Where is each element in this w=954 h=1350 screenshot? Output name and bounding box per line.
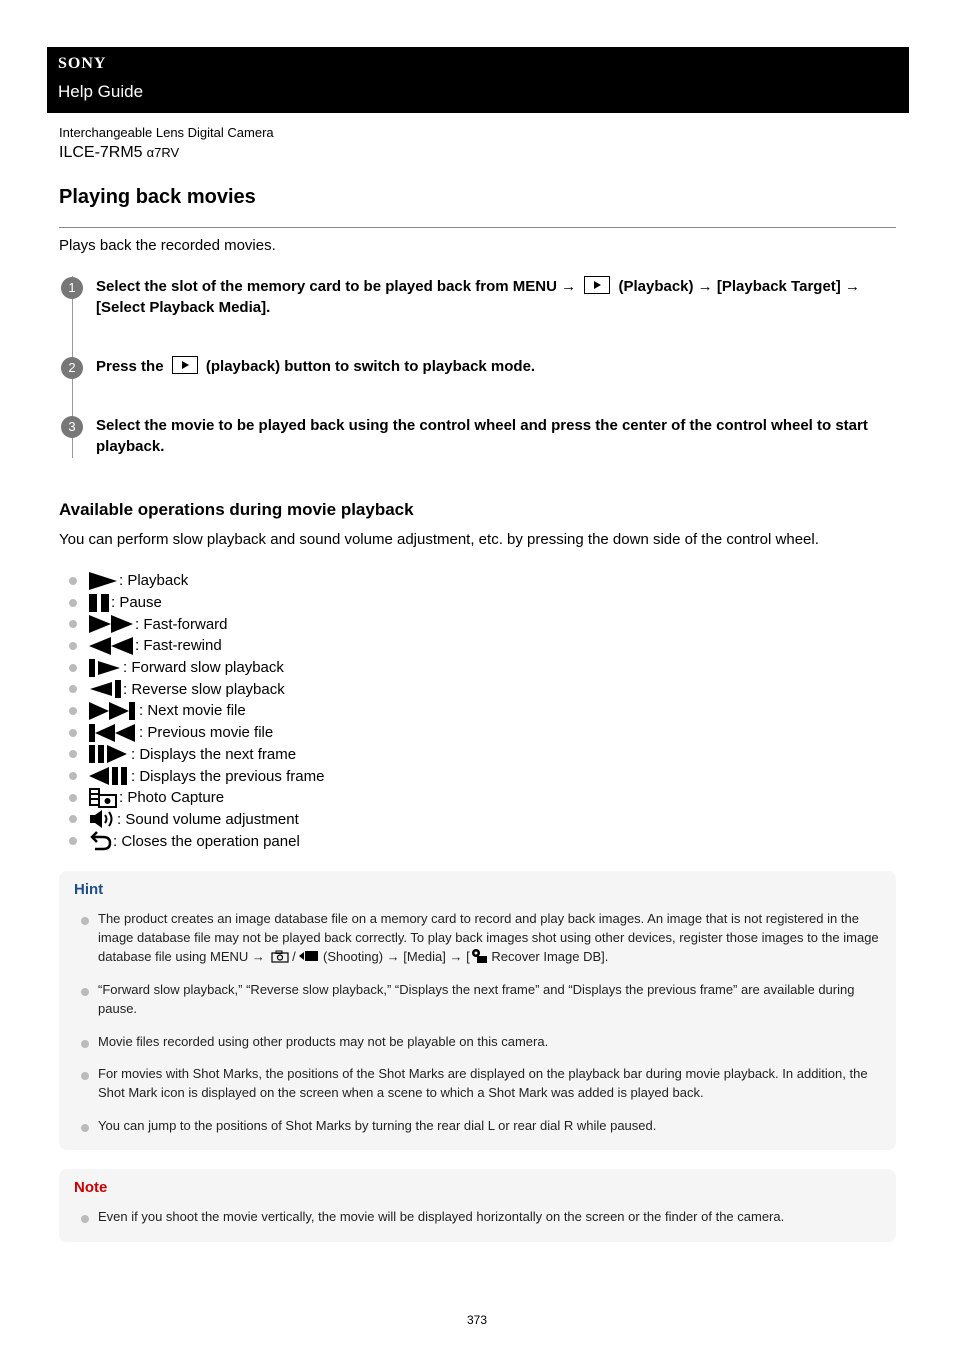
operations-list xyxy=(69,570,324,852)
step-number: 2 xyxy=(61,357,83,379)
operation-label: : Displays the previous frame xyxy=(131,767,325,785)
hint-item xyxy=(81,909,881,966)
hint-item: For movies with Shot Marks, the positions of the Shot Marks are displayed on the playback bar during movie playback. In addition, the Shot Mark icon is displayed on the screen when a scene to which a Shot Mark was added is played back. xyxy=(81,1064,881,1102)
step-2-part2: (playback) button to switch to playback mode. xyxy=(205,358,536,375)
playback-icon xyxy=(584,276,610,294)
page-number: 373 xyxy=(466,1313,488,1327)
list-item xyxy=(69,744,324,766)
operation-label: : Photo Capture xyxy=(119,789,225,807)
bullet xyxy=(69,599,77,607)
step-1-part2: (Playback) → [Playback Target] → [Select Playback Media]. xyxy=(96,278,860,316)
separator: / xyxy=(292,949,296,964)
bullet xyxy=(69,729,77,737)
bullet xyxy=(69,772,77,780)
list-item xyxy=(69,678,324,700)
intro-text: Plays back the recorded movies. xyxy=(59,237,276,254)
title-divider xyxy=(59,227,896,228)
section-heading: Available operations during movie playback xyxy=(59,500,414,519)
fast-forward-icon xyxy=(89,615,135,633)
list-item xyxy=(69,570,324,592)
bullet xyxy=(69,837,77,845)
product-type: Interchangeable Lens Digital Camera xyxy=(59,125,274,140)
previous-frame-icon xyxy=(89,767,131,785)
list-item xyxy=(69,592,324,614)
list-item xyxy=(69,700,324,722)
return-icon xyxy=(89,830,113,852)
playback-icon xyxy=(172,356,198,374)
brand-logo: SONY xyxy=(58,55,107,72)
model-name xyxy=(59,144,179,162)
step-1-part1: Select the slot of the memory card to be played back from MENU → xyxy=(96,278,577,295)
reverse-slow-icon xyxy=(89,680,123,698)
operation-label: : Forward slow playback xyxy=(123,659,284,677)
pause-icon xyxy=(89,594,111,612)
operation-label: : Closes the operation panel xyxy=(113,832,300,850)
hint-item: You can jump to the positions of Shot Marks by turning the rear dial L or rear dial R while paused. xyxy=(81,1116,881,1135)
list-item xyxy=(69,787,324,809)
list-item xyxy=(69,722,324,744)
hint-text: (Shooting) → [Media] → [ xyxy=(323,949,470,964)
operation-label: : Fast-rewind xyxy=(135,637,222,655)
model-sub: α7RV xyxy=(146,145,180,160)
note-title: Note xyxy=(74,1179,108,1196)
note-box xyxy=(59,1169,896,1242)
step-number: 3 xyxy=(61,416,83,438)
list-item xyxy=(69,613,324,635)
bullet xyxy=(69,685,77,693)
list-item xyxy=(69,765,324,787)
hint-list xyxy=(81,909,881,1135)
settings-camera-icon xyxy=(470,948,488,964)
bullet xyxy=(69,750,77,758)
header-bar xyxy=(47,47,909,113)
hint-title: Hint xyxy=(74,881,104,898)
bullet xyxy=(69,664,77,672)
operation-label: : Next movie file xyxy=(139,702,246,720)
help-guide-label: Help Guide xyxy=(58,82,144,101)
page-title: Playing back movies xyxy=(59,186,256,208)
movie-icon xyxy=(299,950,319,962)
step-1-text xyxy=(96,276,896,318)
operation-label: : Fast-forward xyxy=(135,615,228,633)
photo-capture-icon xyxy=(89,788,119,808)
next-file-icon xyxy=(89,702,139,720)
operation-label: : Reverse slow playback xyxy=(123,680,285,698)
fast-rewind-icon xyxy=(89,637,135,655)
next-frame-icon xyxy=(89,745,131,763)
model-code: ILCE-7RM5 xyxy=(59,144,143,161)
bullet xyxy=(69,794,77,802)
play-icon xyxy=(89,572,119,590)
list-item xyxy=(69,809,324,831)
list-item xyxy=(69,635,324,657)
list-item xyxy=(69,830,324,852)
bullet xyxy=(69,642,77,650)
operation-label: : Sound volume adjustment xyxy=(117,810,299,828)
bullet xyxy=(69,707,77,715)
note-item: Even if you shoot the movie vertically, the movie will be displayed horizontally on the screen or the finder of the camera. xyxy=(81,1207,881,1226)
step-2-text xyxy=(96,356,896,377)
note-list xyxy=(81,1207,881,1226)
volume-icon xyxy=(89,809,117,829)
step-number: 1 xyxy=(61,277,83,299)
list-item xyxy=(69,657,324,679)
bullet xyxy=(69,815,77,823)
operation-label: : Displays the next frame xyxy=(131,745,297,763)
previous-file-icon xyxy=(89,724,139,742)
operation-label: : Playback xyxy=(119,572,189,590)
hint-item: “Forward slow playback,” “Reverse slow playback,” “Displays the next frame” and “Displays the previous frame” are available during pause. xyxy=(81,980,881,1018)
operation-label: : Pause xyxy=(111,594,162,612)
operation-label: : Previous movie file xyxy=(139,724,274,742)
forward-slow-icon xyxy=(89,659,123,677)
hint-text: Recover Image DB]. xyxy=(491,949,609,964)
hint-box xyxy=(59,871,896,1150)
hint-text: The product creates an image database file on a memory card to record and play back images. An image that is not registered in the image database file may not be played back correctly. To play back images shot using other devices, register those images to the image database file using MENU → xyxy=(98,911,879,964)
camera-icon xyxy=(271,950,289,963)
bullet xyxy=(69,577,77,585)
hint-item: Movie files recorded using other products may not be playable on this camera. xyxy=(81,1032,881,1051)
bullet xyxy=(69,620,77,628)
step-2-part1: Press the xyxy=(96,358,164,375)
section-description: You can perform slow playback and sound volume adjustment, etc. by pressing the down side of the control wheel. xyxy=(59,531,819,548)
step-3-text: Select the movie to be played back using the control wheel and press the center of the control wheel to start playback. xyxy=(96,417,868,455)
